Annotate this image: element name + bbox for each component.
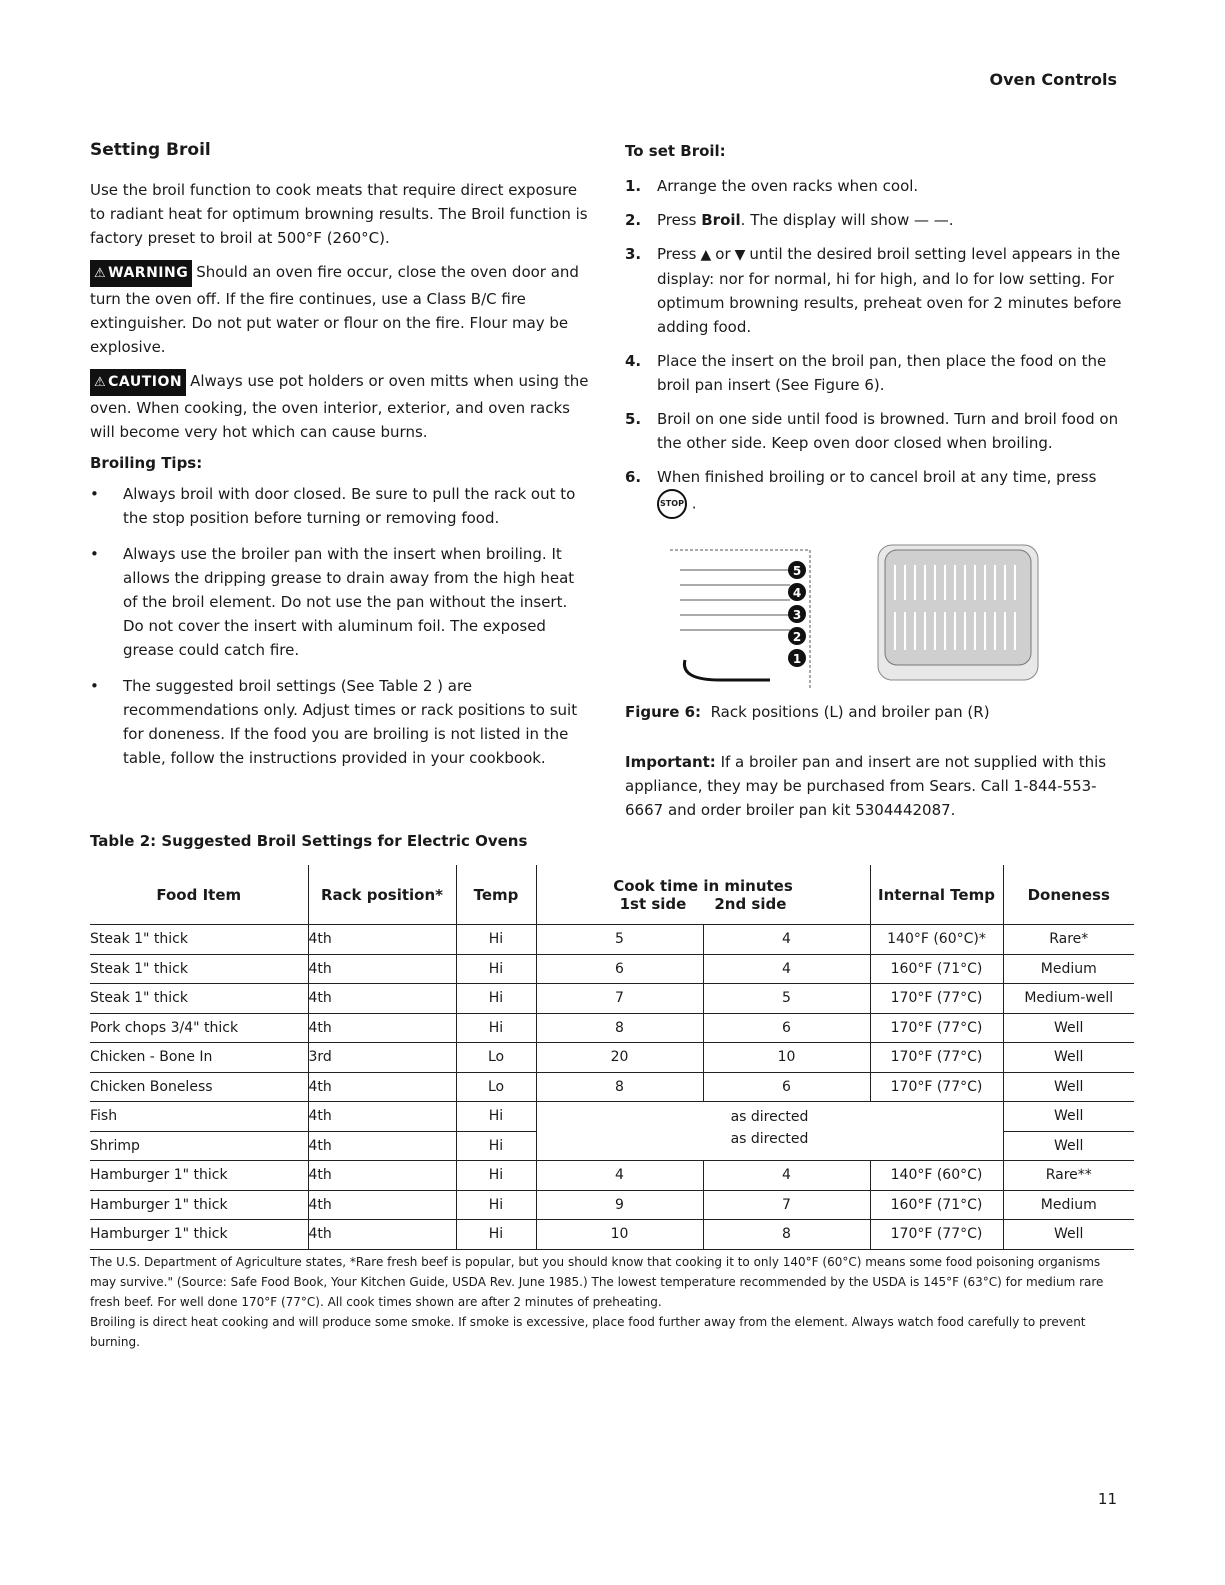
table-row: Steak 1" thick 4th Hi 7 5 170°F (77°C) Medium-well	[90, 984, 1134, 1014]
table-row: Chicken - Bone In 3rd Lo 20 10 170°F (77°C) Well	[90, 1043, 1134, 1073]
rack-number-markers	[788, 561, 806, 667]
rack-number: 2	[792, 630, 802, 644]
header-doneness: Doneness	[1003, 865, 1134, 925]
step-item: 1. Arrange the oven racks when cool.	[625, 177, 919, 195]
step-item: 2. Press Broil. The display will show — —.	[625, 211, 954, 229]
tip-item: • Always broil with door closed. Be sure to pull the rack out to the stop position before turning or removing food.	[90, 482, 590, 530]
alert-triangle-icon: ⚠	[94, 375, 107, 390]
alert-triangle-icon: ⚠	[94, 266, 107, 281]
warning-text: Should an oven fire occur, close the oven door and turn the oven off. If the fire continues, use a Class B/C fire extinguisher. Do not put water or flour on the fire. Flour may be explosive.	[90, 263, 579, 356]
steps-list	[625, 174, 1125, 519]
figure-6	[660, 540, 1060, 690]
footnote: The U.S. Department of Agriculture states, *Rare fresh beef is popular, but you should know that cooking it to only 140°F (60°C) means some food poisoning organisms may survive." (Source: Safe Food Book, Your Kitchen Guide, USDA Rev. June 1985.) The lowest temperature recommended by the USDA is 145°F (63°C) for medium rare fresh beef. For well done 170°F (77°C). All cook times shown are after 2 minutes of preheating.	[90, 1255, 1104, 1309]
up-arrow-icon: ▲	[700, 247, 712, 263]
header-food: Food Item	[90, 865, 308, 925]
caution-badge: ⚠ CAUTION	[90, 369, 186, 396]
table-row: Hamburger 1" thick 4th Hi 9 7 160°F (71°C) Medium	[90, 1190, 1134, 1220]
table-row: Hamburger 1" thick 4th Hi 10 8 170°F (77°C) Well	[90, 1220, 1134, 1250]
tips-list	[90, 482, 590, 770]
caution-paragraph	[90, 369, 590, 444]
rack-number: 4	[792, 586, 802, 600]
footnote: Broiling is direct heat cooking and will produce some smoke. If smoke is excessive, place food further away from the element. Always watch food carefully to prevent burning.	[90, 1315, 1086, 1349]
step-item: 6. When finished broiling or to cancel broil at any time, press STOP .	[625, 465, 1125, 519]
tip-item: • The suggested broil settings (See Table 2 ) are recommendations only. Adjust times or rack positions to suit for doneness. If the food you are broiling is not listed in the table, follow the instructions provided in your cookbook.	[90, 674, 590, 770]
step-item: 3. Press ▲ or ▼ until the desired broil setting level appears in the display: nor for normal, hi for high, and lo for low setting. For optimum browning results, preheat oven for 2 minutes before adding food.	[625, 245, 1122, 336]
intro-paragraph: Use the broil function to cook meats that require direct exposure to radiant heat for optimum browning results. The Broil function is factory preset to broil at 500°F (260°C).	[90, 181, 588, 247]
broiler-pan-drawing	[878, 545, 1038, 680]
page-header: Oven Controls	[989, 70, 1117, 89]
header-cook-time: Cook time in minutes 1st side 2nd side	[536, 865, 870, 925]
page-number: 11	[1097, 1490, 1117, 1508]
tips-title: Broiling Tips:	[90, 454, 203, 472]
table-row: Fish 4th Hi as directed Well	[90, 1102, 1134, 1132]
table-row: Steak 1" thick 4th Hi 5 4 140°F (60°C)* Rare*	[90, 925, 1134, 955]
caution-text: Always use pot holders or oven mitts when using the oven. When cooking, the oven interior, exterior, and oven racks will become very hot which can cause burns.	[90, 372, 589, 441]
warning-badge: ⚠ WARNING	[90, 260, 192, 287]
important-note: Important: If a broiler pan and insert are not supplied with this appliance, they may be purchased from Sears. Call 1-844-553-6667 and order broiler pan kit 5304442087.	[625, 753, 1107, 819]
rack-positions-illustration	[660, 540, 1060, 690]
bullet-icon: •	[90, 677, 99, 695]
table-header-row	[90, 865, 1134, 925]
header-rack: Rack position*	[308, 865, 456, 925]
down-arrow-icon: ▼	[734, 247, 746, 263]
bullet-icon: •	[90, 545, 99, 563]
table-footnotes	[90, 1252, 1130, 1352]
figure-caption: Figure 6: Rack positions (L) and broiler pan (R)	[625, 703, 990, 721]
header-internal-temp: Internal Temp	[870, 865, 1003, 925]
stop-button-icon: STOP	[657, 489, 687, 519]
table-row: Steak 1" thick 4th Hi 6 4 160°F (71°C) Medium	[90, 954, 1134, 984]
step-item: 4. Place the insert on the broil pan, then place the food on the broil pan insert (See Figure 6).	[625, 352, 1107, 394]
warning-paragraph	[90, 260, 590, 359]
tip-item: • Always use the broiler pan with the insert when broiling. It allows the dripping grease to drain away from the high heat of the broil element. Do not use the pan without the insert. Do not cover the insert with aluminum foil. The exposed grease could catch fire.	[90, 542, 590, 662]
left-column	[90, 140, 590, 782]
rack-number: 1	[792, 652, 802, 666]
broil-settings-table	[90, 865, 1134, 1250]
section-title: Setting Broil	[90, 140, 211, 160]
table-row: Shrimp 4th Hi as directed Well	[90, 1131, 1134, 1161]
right-column	[625, 142, 1125, 529]
table-row: Hamburger 1" thick 4th Hi 4 4 140°F (60°C) Rare**	[90, 1161, 1134, 1191]
steps-title: To set Broil:	[625, 142, 726, 160]
rack-number: 5	[792, 564, 802, 578]
table-row: Pork chops 3/4" thick 4th Hi 8 6 170°F (77°C) Well	[90, 1013, 1134, 1043]
rack-number: 3	[792, 608, 802, 622]
table-title: Table 2: Suggested Broil Settings for Electric Ovens	[90, 832, 528, 850]
header-temp: Temp	[456, 865, 536, 925]
step-item: 5. Broil on one side until food is browned. Turn and broil food on the other side. Keep oven door closed when broiling.	[625, 410, 1119, 452]
bullet-icon: •	[90, 485, 99, 503]
table-row: Chicken Boneless 4th Lo 8 6 170°F (77°C) Well	[90, 1072, 1134, 1102]
